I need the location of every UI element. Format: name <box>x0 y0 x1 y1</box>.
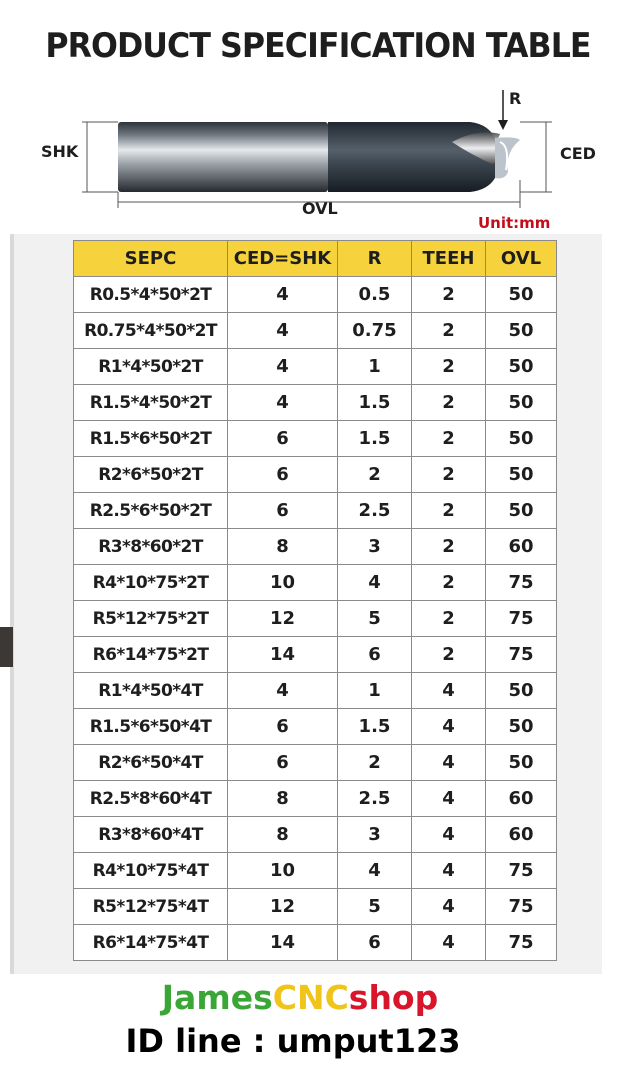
cell-ced-shk: 8 <box>228 529 338 565</box>
cell-teeh: 2 <box>412 313 486 349</box>
table-row <box>74 637 557 673</box>
cell-sepc: R1.5*4*50*2T <box>74 385 228 421</box>
cell-ced-shk: 14 <box>228 925 338 961</box>
spec-table <box>73 240 557 961</box>
cell-teeh: 2 <box>412 277 486 313</box>
cell-r: 1 <box>338 673 412 709</box>
table-row <box>74 529 557 565</box>
header-ovl: OVL <box>486 241 557 277</box>
table-row <box>74 349 557 385</box>
table-row <box>74 313 557 349</box>
cell-r: 6 <box>338 637 412 673</box>
table-row <box>74 277 557 313</box>
cell-sepc: R2*6*50*4T <box>74 745 228 781</box>
cell-r: 2.5 <box>338 781 412 817</box>
cell-r: 2 <box>338 745 412 781</box>
cell-sepc: R0.5*4*50*2T <box>74 277 228 313</box>
cell-teeh: 4 <box>412 673 486 709</box>
cell-ced-shk: 6 <box>228 421 338 457</box>
cell-ced-shk: 10 <box>228 565 338 601</box>
table-row <box>74 817 557 853</box>
brand-part-shop: shop <box>348 978 439 1017</box>
cell-r: 4 <box>338 853 412 889</box>
cell-sepc: R2.5*6*50*2T <box>74 493 228 529</box>
cell-sepc: R0.75*4*50*2T <box>74 313 228 349</box>
cell-ovl: 50 <box>486 421 557 457</box>
table-row <box>74 421 557 457</box>
cell-ced-shk: 8 <box>228 817 338 853</box>
cell-teeh: 2 <box>412 565 486 601</box>
header-teeh: TEEH <box>412 241 486 277</box>
cell-ovl: 50 <box>486 745 557 781</box>
cell-sepc: R1*4*50*4T <box>74 673 228 709</box>
table-row <box>74 565 557 601</box>
table-row <box>74 889 557 925</box>
brand-name <box>0 978 600 1017</box>
cell-teeh: 2 <box>412 457 486 493</box>
cell-teeh: 4 <box>412 781 486 817</box>
cell-r: 1.5 <box>338 709 412 745</box>
cell-ovl: 60 <box>486 817 557 853</box>
cell-ced-shk: 8 <box>228 781 338 817</box>
table-row <box>74 745 557 781</box>
cell-ced-shk: 12 <box>228 889 338 925</box>
cell-ced-shk: 6 <box>228 457 338 493</box>
cell-ced-shk: 4 <box>228 349 338 385</box>
ovl-label: OVL <box>302 199 338 218</box>
cell-r: 0.5 <box>338 277 412 313</box>
cell-r: 5 <box>338 601 412 637</box>
r-label: R <box>509 89 522 108</box>
cell-teeh: 4 <box>412 853 486 889</box>
r-indicator <box>498 89 521 130</box>
cell-ovl: 75 <box>486 889 557 925</box>
table-row <box>74 601 557 637</box>
cell-ced-shk: 4 <box>228 313 338 349</box>
cell-ovl: 60 <box>486 781 557 817</box>
left-edge-strip <box>10 234 14 974</box>
cell-ced-shk: 14 <box>228 637 338 673</box>
brand-part-cnc: CNC <box>272 978 349 1017</box>
line-id-contact: ID line : umput123 <box>125 1022 461 1060</box>
cell-sepc: R4*10*75*2T <box>74 565 228 601</box>
ced-label: CED <box>560 144 596 163</box>
cell-ovl: 50 <box>486 385 557 421</box>
cell-ovl: 50 <box>486 709 557 745</box>
cell-teeh: 4 <box>412 889 486 925</box>
cell-sepc: R1*4*50*2T <box>74 349 228 385</box>
cell-teeh: 2 <box>412 601 486 637</box>
cell-teeh: 2 <box>412 493 486 529</box>
cell-ced-shk: 4 <box>228 385 338 421</box>
left-edge-mark <box>0 627 13 667</box>
cell-ced-shk: 10 <box>228 853 338 889</box>
cell-ced-shk: 12 <box>228 601 338 637</box>
unit-label: Unit:mm <box>478 214 551 232</box>
cell-teeh: 2 <box>412 421 486 457</box>
cell-ovl: 50 <box>486 457 557 493</box>
cell-ovl: 50 <box>486 277 557 313</box>
cell-r: 0.75 <box>338 313 412 349</box>
cell-ovl: 75 <box>486 637 557 673</box>
cell-ced-shk: 4 <box>228 277 338 313</box>
cell-sepc: R1.5*6*50*2T <box>74 421 228 457</box>
cell-teeh: 2 <box>412 529 486 565</box>
table-row <box>74 853 557 889</box>
cell-sepc: R5*12*75*2T <box>74 601 228 637</box>
cell-r: 5 <box>338 889 412 925</box>
table-row <box>74 457 557 493</box>
table-row <box>74 385 557 421</box>
cell-r: 1.5 <box>338 385 412 421</box>
cell-ovl: 75 <box>486 601 557 637</box>
cell-r: 2 <box>338 457 412 493</box>
cell-teeh: 4 <box>412 925 486 961</box>
cell-sepc: R3*8*60*4T <box>74 817 228 853</box>
header-ced-shk: CED=SHK <box>228 241 338 277</box>
cell-sepc: R6*14*75*4T <box>74 925 228 961</box>
cell-sepc: R3*8*60*2T <box>74 529 228 565</box>
cell-sepc: R4*10*75*4T <box>74 853 228 889</box>
page-title: PRODUCT SPECIFICATION TABLE <box>45 26 591 66</box>
cell-ovl: 50 <box>486 673 557 709</box>
cell-teeh: 4 <box>412 817 486 853</box>
header-sepc: SEPC <box>74 241 228 277</box>
cell-ovl: 75 <box>486 565 557 601</box>
cell-r: 1.5 <box>338 421 412 457</box>
cell-sepc: R5*12*75*4T <box>74 889 228 925</box>
shk-label: SHK <box>41 142 79 161</box>
cell-r: 2.5 <box>338 493 412 529</box>
cell-ovl: 50 <box>486 349 557 385</box>
table-row <box>74 925 557 961</box>
cell-ovl: 60 <box>486 529 557 565</box>
cell-r: 4 <box>338 565 412 601</box>
cell-r: 6 <box>338 925 412 961</box>
cell-ovl: 50 <box>486 493 557 529</box>
cell-teeh: 2 <box>412 385 486 421</box>
cell-ovl: 75 <box>486 853 557 889</box>
cell-ced-shk: 6 <box>228 493 338 529</box>
cell-r: 1 <box>338 349 412 385</box>
cell-ced-shk: 4 <box>228 673 338 709</box>
cell-r: 3 <box>338 817 412 853</box>
cell-teeh: 4 <box>412 709 486 745</box>
table-row <box>74 493 557 529</box>
cell-sepc: R6*14*75*2T <box>74 637 228 673</box>
cell-ced-shk: 6 <box>228 745 338 781</box>
cell-teeh: 2 <box>412 349 486 385</box>
brand-part-james: James <box>161 978 273 1017</box>
header-r: R <box>338 241 412 277</box>
cell-sepc: R1.5*6*50*4T <box>74 709 228 745</box>
table-row <box>74 709 557 745</box>
cell-ovl: 50 <box>486 313 557 349</box>
table-row <box>74 781 557 817</box>
table-row <box>74 673 557 709</box>
cell-ovl: 75 <box>486 925 557 961</box>
cell-teeh: 4 <box>412 745 486 781</box>
end-mill-body <box>118 122 520 192</box>
cell-teeh: 2 <box>412 637 486 673</box>
cell-sepc: R2.5*8*60*4T <box>74 781 228 817</box>
shk-dimension <box>41 122 118 192</box>
cell-sepc: R2*6*50*2T <box>74 457 228 493</box>
cell-ced-shk: 6 <box>228 709 338 745</box>
ced-dimension <box>520 122 596 192</box>
cell-r: 3 <box>338 529 412 565</box>
table-header-row <box>74 241 557 277</box>
